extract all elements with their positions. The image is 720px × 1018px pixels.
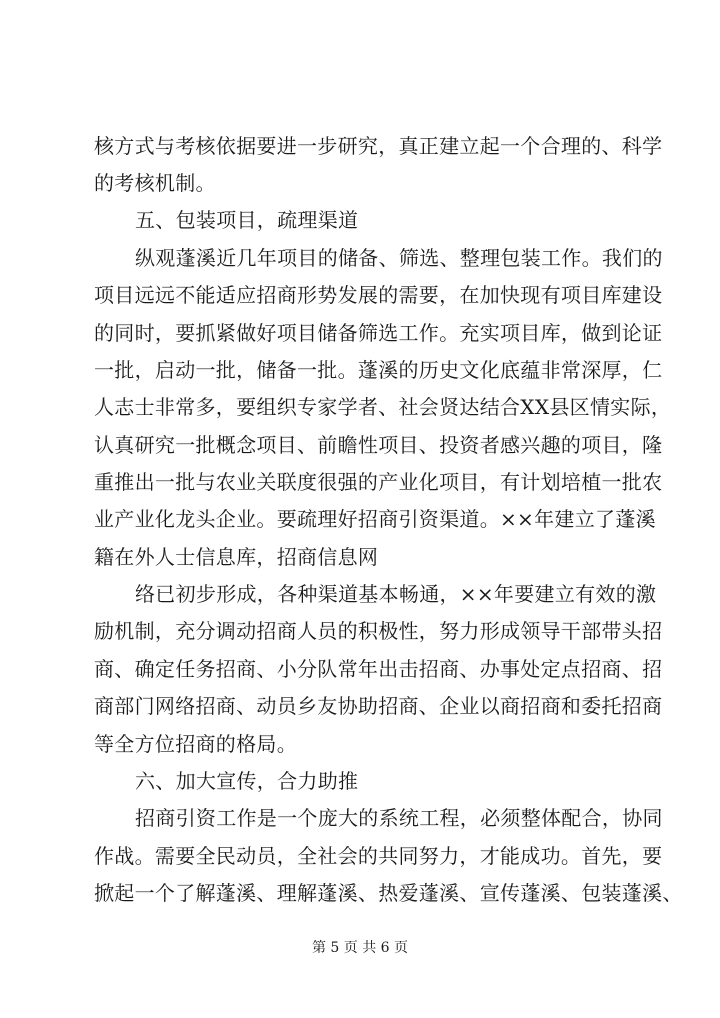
- body-text-line: 纵观蓬溪近几年项目的储备、筛选、整理包装工作。我们的: [135, 246, 663, 270]
- section-heading-5: 五、包装项目，疏理渠道: [135, 208, 359, 232]
- body-text-line: 的考核机制。: [94, 171, 216, 195]
- body-text-line: 一批，启动一批，储备一批。蓬溪的历史文化底蕴非常深厚，仁: [94, 358, 663, 382]
- body-text-line: 商部门网络招商、动员乡友协助招商、企业以商招商和委托招商: [94, 694, 663, 718]
- body-text-line: 核方式与考核依据要进一步研究，真正建立起一个合理的、科学: [94, 134, 663, 158]
- body-text-line: 励机制，充分调动招商人员的积极性，努力形成领导干部带头招: [94, 619, 663, 643]
- body-text-line: 的同时，要抓紧做好项目储备筛选工作。充实项目库，做到论证: [94, 321, 663, 345]
- body-text-line: 商、确定任务招商、小分队常年出击招商、办事处定点招商、招: [94, 657, 663, 681]
- body-text-line: 重推出一批与农业关联度很强的产业化项目，有计划培植一批农: [94, 470, 663, 494]
- body-text-line: 项目远远不能适应招商形势发展的需要，在加快现有项目库建设: [94, 283, 663, 307]
- body-text-line: 籍在外人士信息库，招商信息网: [94, 545, 379, 569]
- body-text-line: 作战。需要全民动员，全社会的共同努力，才能成功。首先，要: [94, 844, 663, 868]
- body-text-line: 人志士非常多，要组织专家学者、社会贤达结合XX县区情实际，: [94, 395, 672, 419]
- body-text-line: 等全方位招商的格局。: [94, 732, 297, 756]
- body-text-line: 络已初步形成，各种渠道基本畅通，××年要建立有效的激: [135, 582, 657, 606]
- page-number-footer: 第 5 页 共 6 页: [311, 940, 409, 956]
- body-text-line: 认真研究一批概念项目、前瞻性项目、投资者感兴趣的项目，隆: [94, 433, 663, 457]
- body-text-line: 业产业化龙头企业。要疏理好招商引资渠道。××年建立了蓬溪: [94, 507, 656, 531]
- section-heading-6: 六、加大宣传，合力助推: [135, 769, 359, 793]
- body-text-line: 招商引资工作是一个庞大的系统工程，必须整体配合，协同: [135, 806, 663, 830]
- body-text-line: 掀起一个了解蓬溪、理解蓬溪、热爱蓬溪、宣传蓬溪、包装蓬溪、: [94, 881, 683, 905]
